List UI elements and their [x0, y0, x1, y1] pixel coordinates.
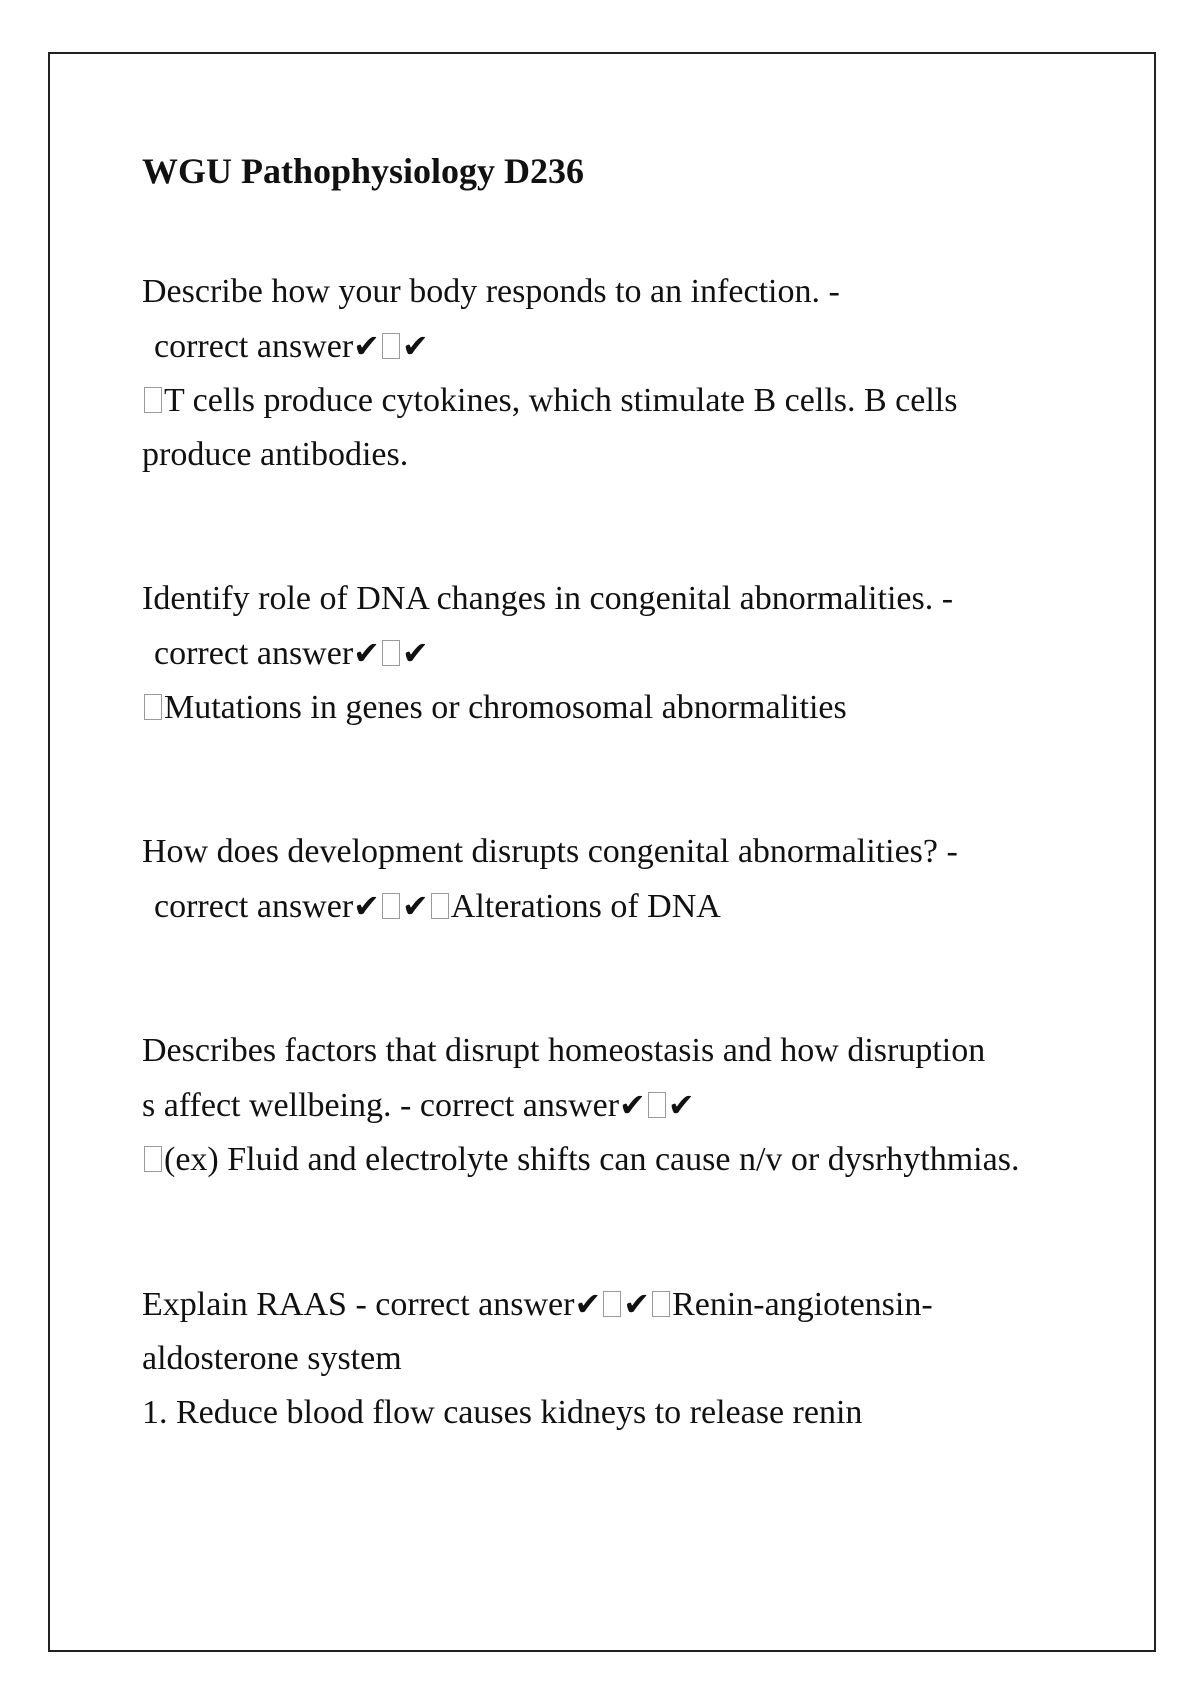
missing-glyph-icon	[144, 1146, 162, 1172]
answer-marker: correct answer	[154, 328, 354, 366]
missing-glyph-icon	[144, 694, 162, 720]
answer-marker: correct answer	[154, 888, 354, 926]
qa-item	[142, 825, 1072, 934]
missing-glyph-icon	[603, 1291, 621, 1317]
question-text: Explain RAAS -	[142, 1286, 367, 1324]
answer-marker: correct answer	[375, 1286, 575, 1324]
check-icon: ✔	[401, 634, 429, 673]
question-text: Identify role of DNA changes in congenital abnormalities. -	[142, 580, 954, 618]
check-icon: ✔	[353, 634, 380, 673]
missing-glyph-icon	[652, 1291, 670, 1317]
question-line	[142, 1277, 1072, 1386]
qa-item	[142, 572, 1072, 735]
check-icon: ✔	[619, 1086, 646, 1125]
answer-marker-line	[142, 319, 1072, 374]
qa-item	[142, 265, 1072, 482]
question-continuation-line	[142, 1078, 1072, 1133]
answer-marker-line	[142, 626, 1072, 681]
document-title: WGU Pathophysiology D236	[142, 151, 585, 191]
document-body	[142, 150, 1072, 1440]
numbered-step: 1. Reduce blood flow causes kidneys to release renin	[142, 1394, 863, 1432]
qa-item	[142, 1277, 1072, 1440]
question-text: s affect wellbeing. -	[142, 1087, 412, 1125]
answer-text-line	[142, 1133, 1072, 1187]
answer-text: (ex) Fluid and electrolyte shifts can cause n/v or dysrhythmias.	[164, 1141, 1020, 1179]
missing-glyph-icon	[382, 640, 400, 666]
missing-glyph-icon	[648, 1092, 666, 1118]
missing-glyph-icon	[382, 333, 400, 359]
question-text: How does development disrupts congenital abnormalities? -	[142, 833, 958, 871]
check-icon: ✔	[667, 1086, 695, 1125]
question-text: Describes factors that disrupt homeostasis and how disruption	[142, 1032, 986, 1070]
missing-glyph-icon	[431, 893, 449, 919]
check-icon: ✔	[623, 1285, 651, 1324]
answer-text-line	[142, 374, 1072, 482]
qa-item	[142, 1024, 1072, 1187]
check-icon: ✔	[353, 887, 380, 926]
answer-marker: correct answer	[154, 635, 354, 673]
missing-glyph-icon	[144, 387, 162, 413]
answer-text: Renin-angiotensin-aldosterone system	[142, 1286, 933, 1378]
answer-marker-line	[142, 879, 1072, 934]
answer-text: Mutations in genes or chromosomal abnormalities	[164, 689, 847, 727]
answer-text: Alterations of DNA	[450, 888, 721, 926]
check-icon: ✔	[574, 1285, 602, 1324]
answer-text: T cells produce cytokines, which stimulate B cells. B cells produce antibodies.	[142, 382, 958, 474]
check-icon: ✔	[353, 327, 380, 366]
answer-marker: correct answer	[419, 1087, 620, 1125]
question-text: Describe how your body responds to an infection. -	[142, 273, 840, 311]
answer-text-line	[142, 681, 1072, 735]
check-icon: ✔	[401, 327, 429, 366]
check-icon: ✔	[401, 887, 429, 926]
missing-glyph-icon	[382, 893, 400, 919]
